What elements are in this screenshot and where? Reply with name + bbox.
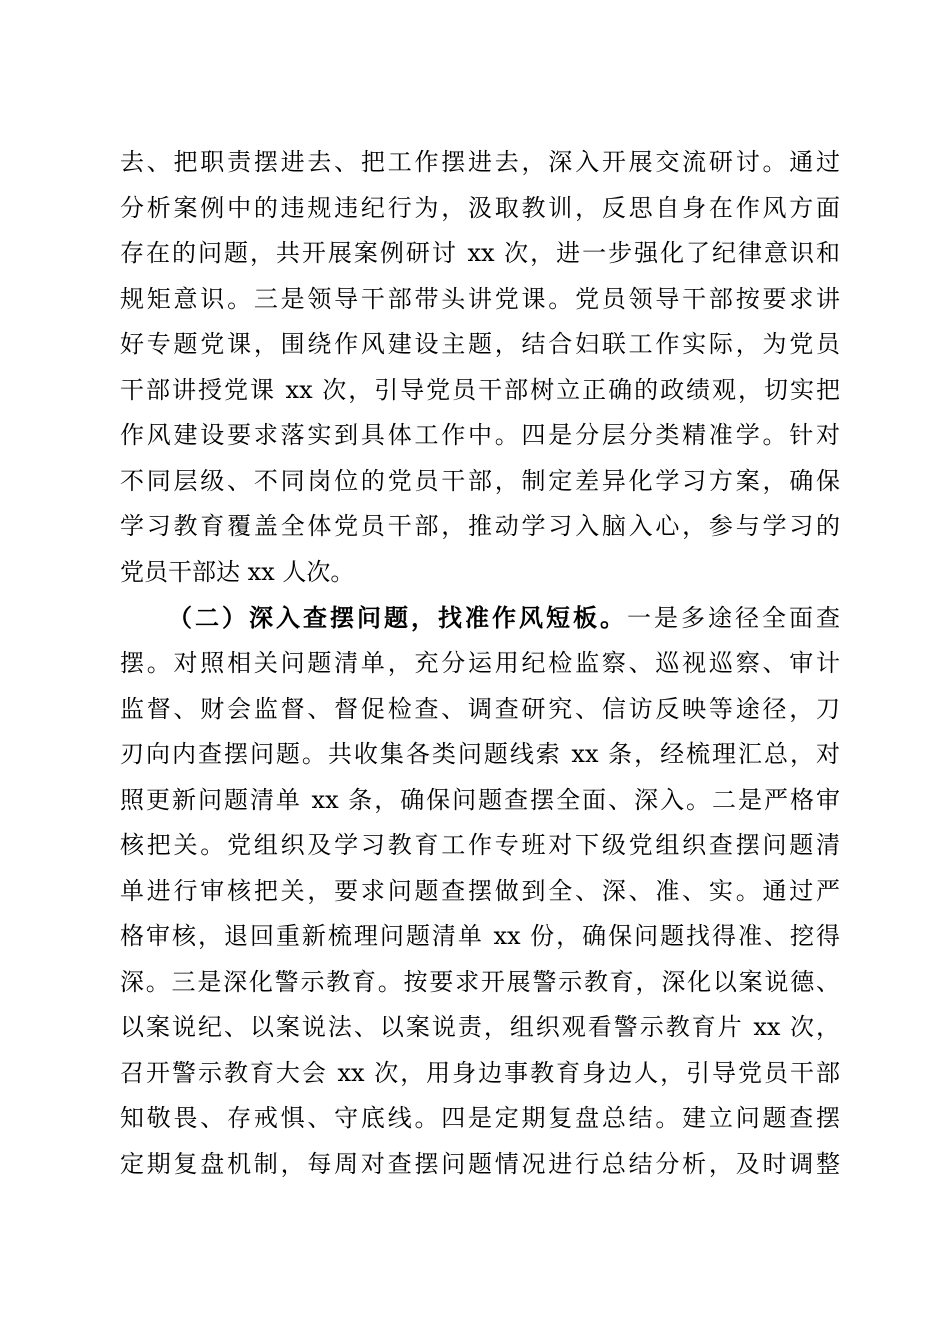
text-line: 召开警示教育大会 xx 次，用身边事教育身边人，引导党员干部 [120, 1058, 840, 1087]
text-line: 格审核，退回重新梳理问题清单 xx 份，确保问题找得准、挖得 [120, 922, 840, 951]
text-line: 监督、财会监督、督促检查、调查研究、信访反映等途径，刀 [120, 694, 840, 723]
text-line: 知敬畏、存戒惧、守底线。四是定期复盘总结。建立问题查摆 [120, 1104, 840, 1133]
text-line: 存在的问题，共开展案例研讨 xx 次，进一步强化了纪律意识和 [120, 239, 840, 268]
text-line: 不同层级、不同岗位的党员干部，制定差异化学习方案，确保 [120, 466, 840, 495]
text-line: 深。三是深化警示教育。按要求开展警示教育，深化以案说德、 [120, 967, 840, 996]
text-line: 定期复盘机制，每周对查摆问题情况进行总结分析，及时调整 [120, 1150, 840, 1179]
text-line: 作风建设要求落实到具体工作中。四是分层分类精准学。针对 [120, 421, 840, 450]
text-line: 以案说纪、以案说法、以案说责，组织观看警示教育片 xx 次， [120, 1013, 840, 1042]
text-run: 一是多途径全面查 [627, 604, 840, 633]
text-line-first [120, 595, 840, 641]
text-line: 照更新问题清单 xx 条，确保问题查摆全面、深入。二是严格审 [120, 785, 840, 814]
paragraph-2 [120, 595, 840, 1187]
text-line: 学习教育覆盖全体党员干部，推动学习入脑入心，参与学习的 [120, 512, 840, 541]
text-line: 去、把职责摆进去、把工作摆进去，深入开展交流研讨。通过 [120, 148, 840, 176]
text-line: 单进行审核把关，要求问题查摆做到全、深、准、实。通过严 [120, 876, 840, 905]
text-line: 摆。对照相关问题清单，充分运用纪检监察、巡视巡察、审计 [120, 649, 840, 678]
text-line: 党员干部达 xx 人次。 [120, 557, 355, 586]
body-text [120, 140, 840, 1188]
text-line: 干部讲授党课 xx 次，引导党员干部树立正确的政绩观，切实把 [120, 375, 840, 404]
section-heading: （二）深入查摆问题，找准作风短板。 [168, 603, 627, 633]
text-line: 刃向内查摆问题。共收集各类问题线索 xx 条，经梳理汇总，对 [120, 740, 840, 769]
text-line: 规矩意识。三是领导干部带头讲党课。党员领导干部按要求讲 [120, 284, 840, 313]
text-line: 分析案例中的违规违纪行为，汲取教训，反思自身在作风方面 [120, 193, 840, 222]
paragraph-1 [120, 140, 840, 595]
text-line: 核把关。党组织及学习教育工作专班对下级党组织查摆问题清 [120, 831, 840, 860]
text-line: 好专题党课，围绕作风建设主题，结合妇联工作实际，为党员 [120, 330, 840, 359]
